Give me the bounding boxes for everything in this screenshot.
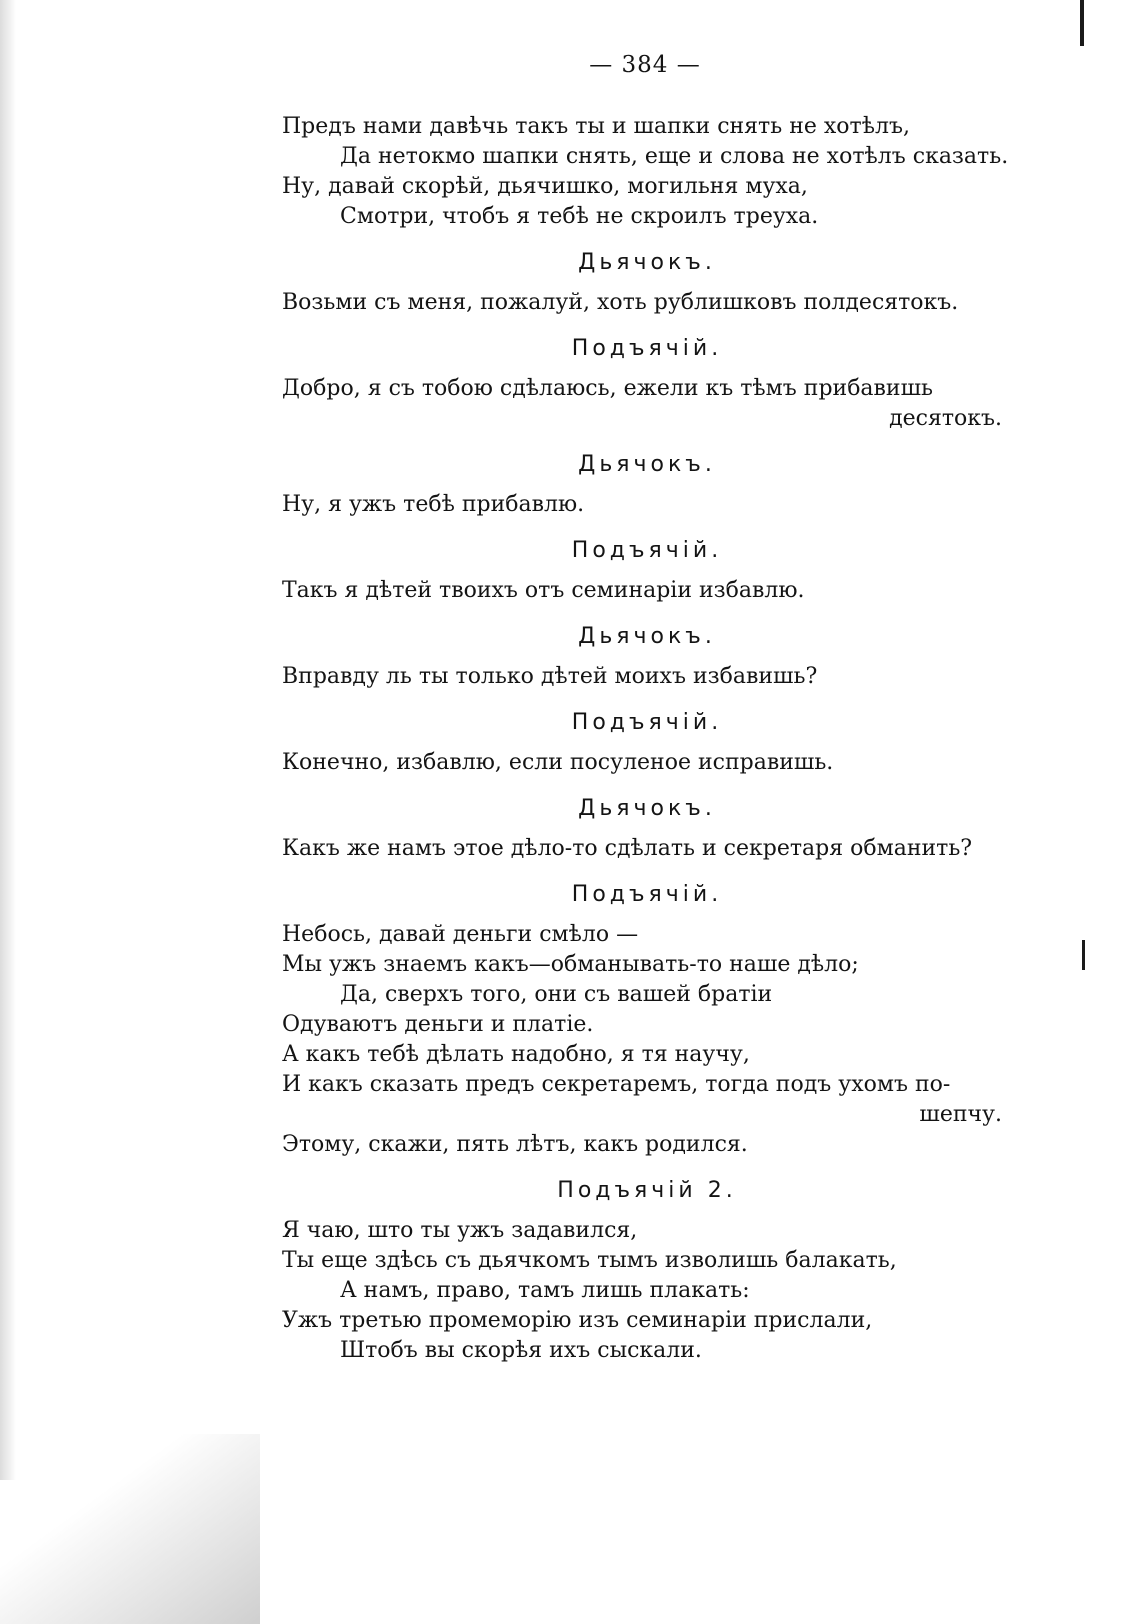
page-number: — 384 — <box>589 52 701 78</box>
verse-line: Возьми съ меня, пожалуй, хоть рублишковъ полдесятокъ. <box>282 290 959 315</box>
speaker-name: Дьячокъ. <box>578 250 716 275</box>
verse-line: Ты еще здѣсь съ дьячкомъ тымъ изволишь балакать, <box>282 1248 897 1273</box>
speaker-name: Подъячій. <box>571 882 723 907</box>
verse-line: Конечно, избавлю, если посуленое исправишь. <box>282 750 834 775</box>
verse-line: Да, сверхъ того, они съ вашей братіи <box>340 982 773 1007</box>
scan-mark-top-right <box>1080 0 1084 46</box>
verse-line: десятокъ. <box>889 406 1002 431</box>
verse-line: Какъ же намъ этое дѣло-то сдѣлать и секретаря обманить? <box>282 836 973 861</box>
verse-line: Одуваютъ деньги и платіе. <box>282 1012 594 1037</box>
verse-line: Этому, скажи, пять лѣтъ, какъ родился. <box>282 1132 748 1157</box>
scan-mark-right <box>1082 940 1085 970</box>
verse-line: Да нетокмо шапки снять, еще и слова не хотѣлъ сказать. <box>340 144 1009 169</box>
verse-line: Вправду ль ты только дѣтей моихъ избавишь? <box>282 664 818 689</box>
verse-line: Ужъ третью промеморію изъ семинаріи прислали, <box>282 1308 873 1333</box>
play-text <box>282 112 1022 1366</box>
speaker-name: Дьячокъ. <box>578 624 716 649</box>
speaker-name: Подъячій. <box>571 336 723 361</box>
verse-line: Смотри, чтобъ я тебѣ не скроилъ треуха. <box>340 204 819 229</box>
speaker-name: Подъячій. <box>571 710 723 735</box>
verse-line: Предъ нами давѣчь такъ ты и шапки снять не хотѣлъ, <box>282 114 910 139</box>
verse-line: шепчу. <box>919 1102 1002 1127</box>
speaker-name: Подъячій 2. <box>557 1178 737 1203</box>
scan-bottom-shadow <box>0 1434 260 1624</box>
verse-line: Добро, я съ тобою сдѣлаюсь, ежели къ тѣмъ прибавишь <box>282 376 934 401</box>
verse-line: Штобъ вы скорѣя ихъ сыскали. <box>340 1338 702 1363</box>
verse-line: А намъ, право, тамъ лишь плакать: <box>340 1278 750 1303</box>
speaker-name: Дьячокъ. <box>578 452 716 477</box>
scan-left-edge <box>0 0 16 1480</box>
verse-line: Я чаю, што ты ужъ задавился, <box>282 1218 638 1243</box>
verse-line: А какъ тебѣ дѣлать надобно, я тя научу, <box>282 1042 750 1067</box>
verse-line: Мы ужъ знаемъ какъ—обманывать-то наше дѣло; <box>282 952 859 977</box>
verse-line: Небось, давай деньги смѣло — <box>282 922 639 947</box>
verse-line: Такъ я дѣтей твоихъ отъ семинаріи избавлю. <box>282 578 805 603</box>
speaker-name: Подъячій. <box>571 538 723 563</box>
speaker-name: Дьячокъ. <box>578 796 716 821</box>
verse-line: Ну, я ужъ тебѣ прибавлю. <box>282 492 585 517</box>
verse-line: Ну, давай скорѣй, дьячишко, могильня муха, <box>282 174 808 199</box>
verse-line: И какъ сказать предъ секретаремъ, тогда подъ ухомъ по- <box>282 1072 951 1097</box>
